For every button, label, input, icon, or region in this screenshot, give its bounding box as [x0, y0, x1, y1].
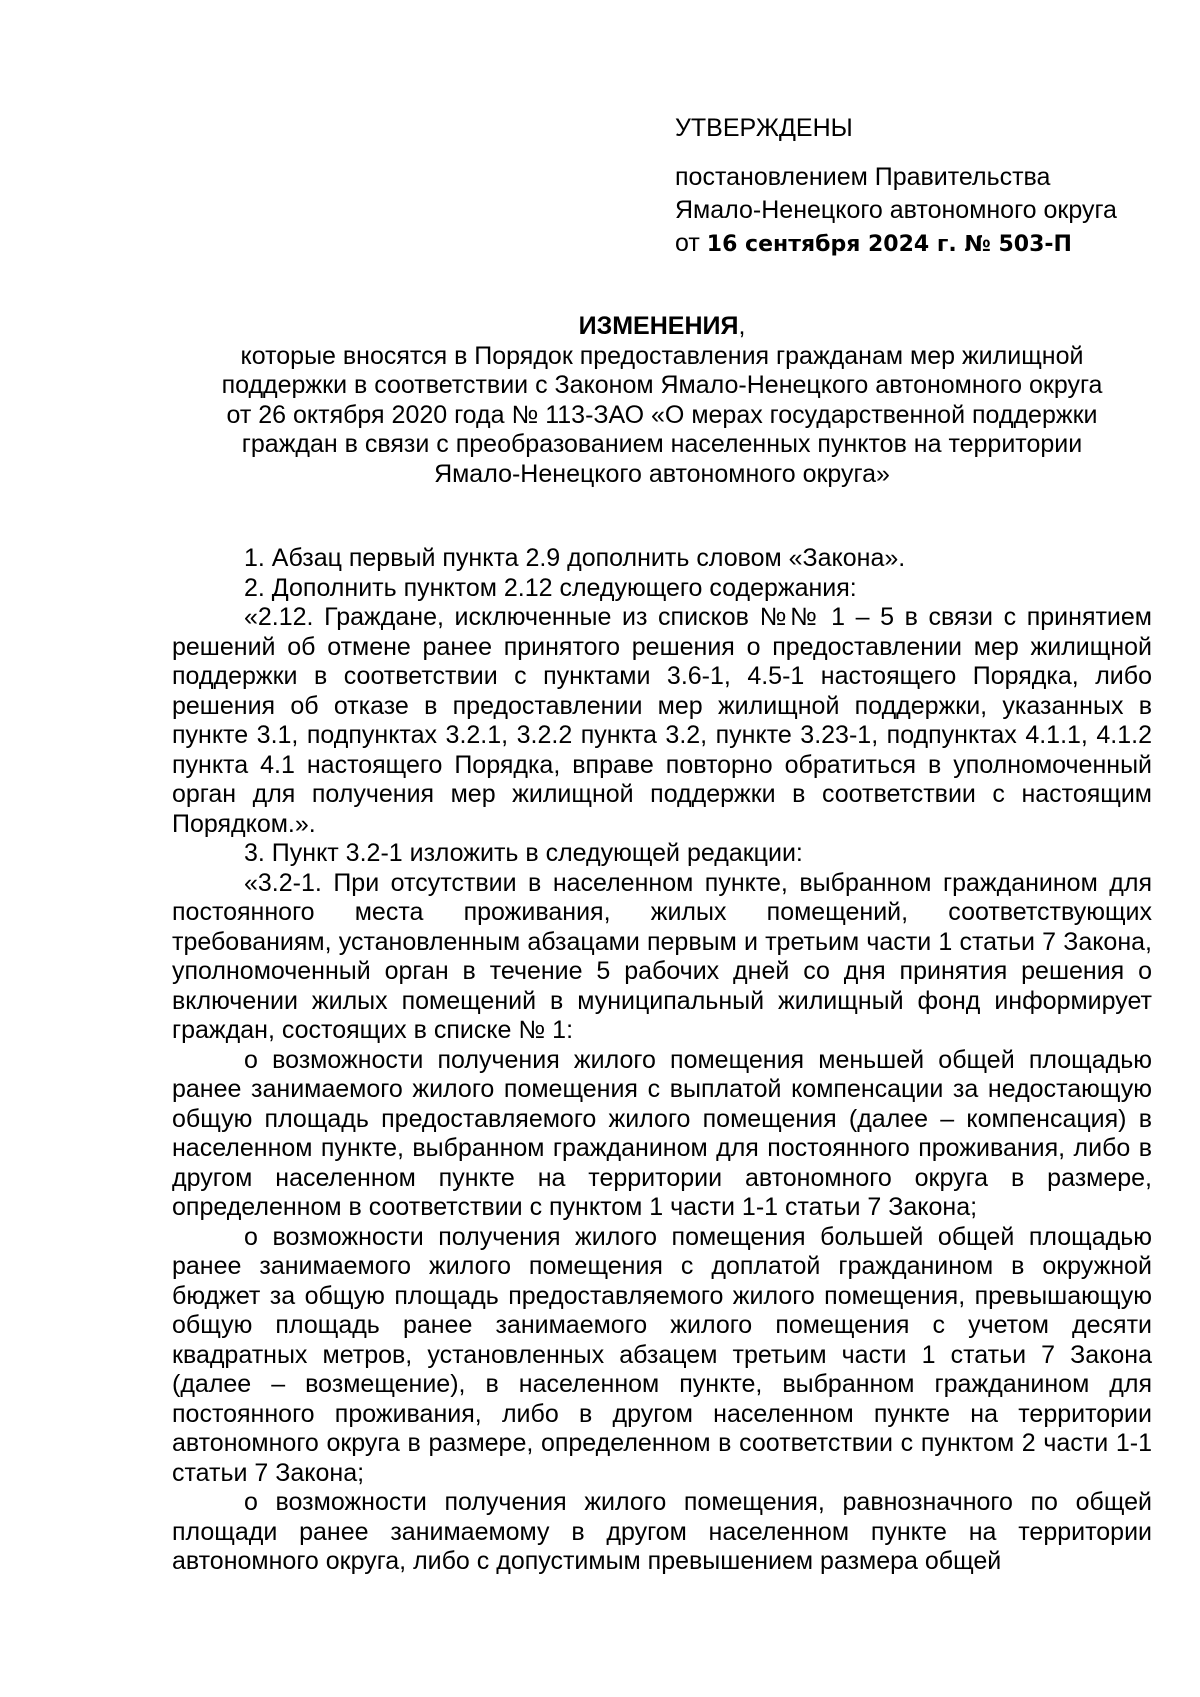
paragraph-2: 2. Дополнить пунктом 2.12 следующего содержания:: [244, 573, 857, 602]
document-heading: [172, 312, 1152, 489]
paragraph-6: о возможности получения жилого помещения меньшей общей площадью ранее занимаемого жилого помещения с выплатой компенсации за недостающую общую площадь предоставляемого жилого помещения (далее – компенсация) в населенном пункте, выбранном гражданином для постоянного проживания, либо в другом населенном пункте на территории автономного округа в размере, определенном в соответствии с пунктом 1 части 1-1 статьи 7 Закона;: [172, 1045, 1152, 1221]
heading-line-1: которые вносятся в Порядок предоставления гражданам мер жилищной: [240, 341, 1084, 370]
paragraph-8: о возможности получения жилого помещения, равнозначного по общей площади ранее занимаемому в другом населенном пункте на территории автономного округа, либо с допустимым превышением размера общей: [172, 1488, 1152, 1575]
paragraph-7: о возможности получения жилого помещения большей общей площадью ранее занимаемого жилого помещения с доплатой гражданином в окружной бюджет за общую площадь предоставляемого жилого помещения, превышающую общую площадь ранее занимаемого жилого помещения с учетом десяти квадратных метров, установленных абзацем третьим части 1 статьи 7 Закона (далее – возмещение), в населенном пункте, выбранном гражданином для постоянного проживания, либо в другом населенном пункте на территории автономного округа в размере, определенном в соответствии с пунктом 2 части 1-1 статьи 7 Закона;: [172, 1222, 1152, 1487]
heading-line-3: от 26 октября 2020 года № 113-ЗАО «О мерах государственной поддержки: [226, 400, 1098, 429]
paragraph-5: «3.2-1. При отсутствии в населенном пункте, выбранном гражданином для постоянного места проживания, жилых помещений, соответствующих требованиям, установленным абзацами первым и третьим части 1 статьи 7 Закона, уполномоченный орган в течение 5 рабочих дней со дня принятия решения о включении жилых помещений в муниципальный жилищный фонд информирует граждан, состоящих в списке № 1:: [172, 868, 1152, 1044]
approval-line-1: постановлением Правительства: [675, 163, 1051, 191]
paragraph-1: 1. Абзац первый пункта 2.9 дополнить словом «Закона».: [244, 544, 906, 572]
approval-date-prefix: от: [675, 229, 707, 257]
document-body: [172, 544, 1152, 1577]
heading-title-line: [172, 312, 1152, 342]
approval-title: УТВЕРЖДЕНЫ: [675, 114, 853, 142]
paragraph-4: 3. Пункт 3.2-1 изложить в следующей редакции:: [244, 839, 803, 867]
heading-line-5: Ямало-Ненецкого автономного округа»: [434, 459, 890, 488]
approval-date-number: 16 сентября 2024 г. № 503-П: [706, 232, 1072, 257]
heading-line-4: граждан в связи с преобразованием населенных пунктов на территории: [241, 430, 1083, 458]
heading-title: ИЗМЕНЕНИЯ: [578, 312, 739, 340]
approval-line-2: Ямало-Ненецкого автономного округа: [675, 196, 1117, 224]
approval-block: [675, 112, 1155, 261]
approval-line-3: [675, 227, 1155, 261]
heading-title-suffix: ,: [738, 312, 746, 340]
heading-line-2: поддержки в соответствии с Законом Ямало-Ненецкого автономного округа: [221, 371, 1103, 399]
paragraph-3: «2.12. Граждане, исключенные из списков №№ 1 – 5 в связи с принятием решений об отмене ранее принятого решения о предоставлении мер жилищной поддержки в соответствии с пунктами 3.6-1, 4.5-1 настоящего Порядка, либо решения об отказе в предоставлении мер жилищной поддержки, указанных в пункте 3.1, подпунктах 3.2.1, 3.2.2 пункта 3.2, пункте 3.23-1, подпунктах 4.1.1, 4.1.2 пункта 4.1 настоящего Порядка, вправе повторно обратиться в уполномоченный орган для получения мер жилищной поддержки в соответствии с настоящим Порядком.».: [172, 603, 1152, 838]
